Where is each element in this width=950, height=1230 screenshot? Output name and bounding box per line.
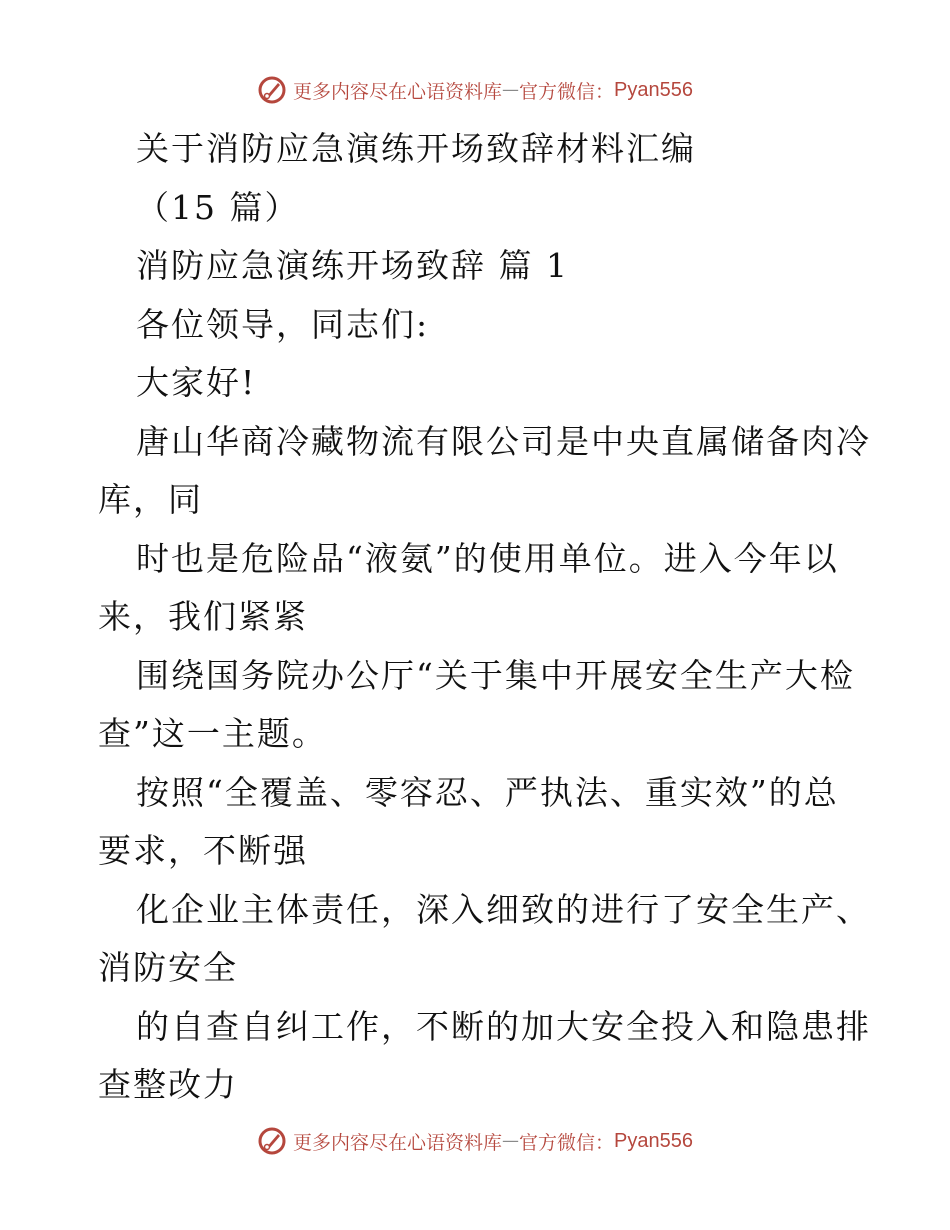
salutation: 各位领导，同志们:: [136, 304, 430, 344]
watermark-text: 更多内容尽在心语资料库: [293, 1131, 503, 1154]
quill-logo-icon: [257, 1126, 287, 1156]
watermark-separator: —: [502, 80, 520, 100]
paragraph-line: 要求，不断强: [98, 831, 308, 870]
paragraph-line: 化企业主体责任，深入细致的进行了安全生产、: [136, 889, 871, 929]
paragraph-line: 时也是危险品“液氨”的使用单位。进入今年以: [136, 538, 839, 578]
watermark-suffix: 官方微信：: [519, 80, 615, 103]
paragraph-line: 按照“全覆盖、零容忍、严执法、重实效”的总: [136, 772, 839, 812]
paragraph-line: 库，同: [98, 480, 203, 519]
watermark-suffix: 官方微信：: [519, 1131, 615, 1154]
paragraph-line: 查整改力: [98, 1065, 238, 1104]
watermark-separator: —: [502, 1131, 520, 1151]
quill-logo-icon: [257, 75, 287, 105]
paragraph-line: 的自查自纠工作，不断的加大安全投入和隐患排: [136, 1006, 871, 1046]
footer-watermark: [0, 1121, 950, 1161]
document-title: 关于消防应急演练开场致辞材料汇编: [136, 129, 696, 168]
greeting: 大家好!: [136, 363, 257, 402]
document-subtitle: （15 篇）: [136, 187, 300, 227]
paragraph-line: 围绕国务院办公厅“关于集中开展安全生产大检: [136, 655, 855, 695]
watermark-wechat-id: Pyan556: [614, 78, 693, 101]
watermark-wechat-id: Pyan556: [614, 1129, 693, 1152]
paragraph-line: 来，我们紧紧: [98, 597, 308, 636]
paragraph-line: 消防安全: [98, 948, 238, 987]
watermark-text: 更多内容尽在心语资料库: [293, 80, 503, 103]
paragraph-line: 查”这一主题。: [98, 714, 327, 753]
document-body: [98, 120, 871, 1115]
header-watermark: [0, 70, 950, 110]
section-heading: 消防应急演练开场致辞 篇 1: [136, 246, 569, 285]
paragraph-line: 唐山华商冷藏物流有限公司是中央直属储备肉冷: [136, 421, 871, 461]
